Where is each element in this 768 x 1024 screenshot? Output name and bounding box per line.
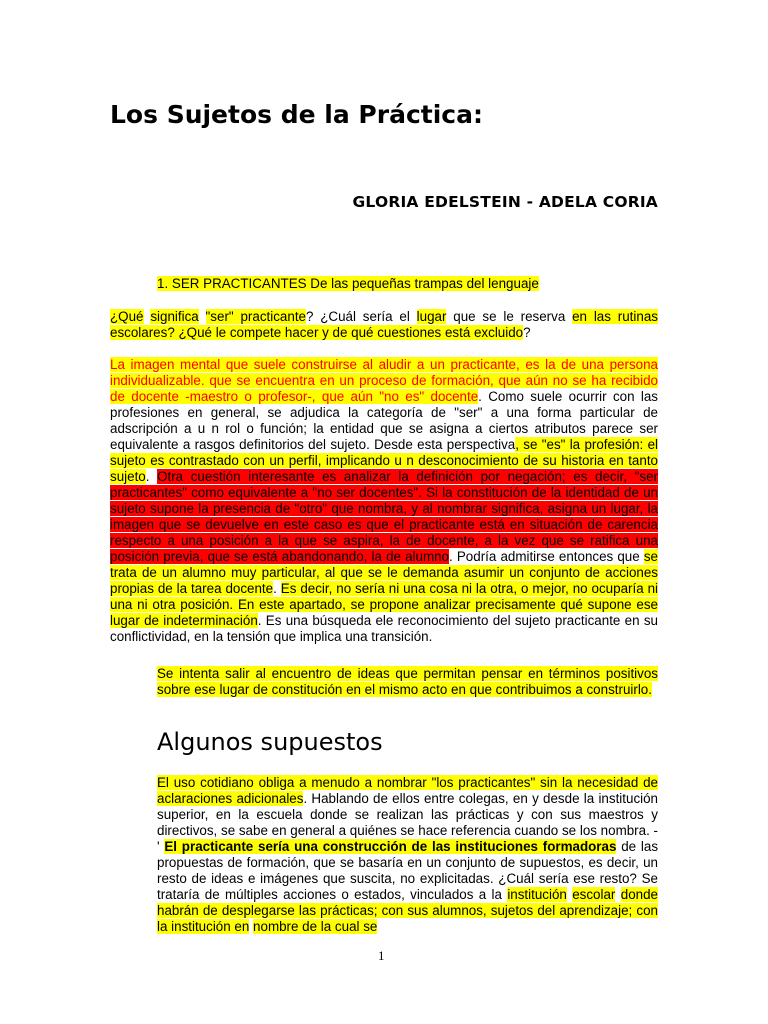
p4-i xyxy=(615,887,620,902)
p1-b: significa xyxy=(150,309,199,324)
p2-e: Otra cuestión interesante es analizar la definición por negación; es decir, "ser practicantes" como equivalente a "no ser docentes". Si la constitución de la identidad de un sujeto supone la presencia de "otro" que nombra, y al nombrar significa, asigna un lugar, la imagen que se devuelve en este caso es que el practicante está en situación de carencia respecto a una posición a la que se aspira, la de docente, a la vez que se ratifica una posición previa, que se está abandonando, la de alumno xyxy=(110,469,658,564)
p2-d: . xyxy=(145,469,158,484)
p1-c: "ser" practicante xyxy=(205,309,306,324)
p1-h: ? ¿Qué le compete hacer y de qué cuestiones está excluido xyxy=(167,325,524,340)
paragraph-questions xyxy=(110,309,658,341)
p4-h: escolar xyxy=(572,887,616,902)
document-title: Los Sujetos de la Práctica: xyxy=(110,100,483,129)
p4-d: de las propuestas de formación, que se basaría en un conjunto de supuestos, es decir, un resto de ideas e imágenes que suscita, no explicitadas xyxy=(157,839,659,886)
p2-h: , xyxy=(315,565,325,580)
p2-g: se trata de un alumno muy particular xyxy=(110,549,658,580)
p4-a: El uso cotidiano obliga a menudo a nombrar "los practicantes" sin la necesidad de aclaraciones adicionales xyxy=(157,775,658,806)
paragraph-uso-cotidiano xyxy=(157,775,658,935)
p2-k: Es decir, no sería ni una cosa ni la otra, o mejor, no ocuparía ni una ni otra posición. En este apartado, se propone analizar precisamente qué supone ese lugar de indeterminación xyxy=(110,581,658,628)
section-heading-text: 1. SER PRACTICANTES De las pequeñas trampas del lenguaje xyxy=(157,276,539,291)
paragraph-imagen-mental xyxy=(110,357,658,645)
p1-f: que se le reserva xyxy=(446,309,573,324)
p1-d: ? ¿Cuál sería el xyxy=(305,309,417,324)
p2-l: . Es una búsqueda ele reconocimiento del sujeto practicante en su conflictividad, en la tensión que implica una transición. xyxy=(110,613,658,644)
page-number: 1 xyxy=(378,948,385,963)
section-heading-ser-practicantes xyxy=(157,276,657,292)
p1-a: ¿Qué xyxy=(110,309,144,324)
p2-j: . xyxy=(273,581,281,596)
section-heading-supuestos: Algunos supuestos xyxy=(157,728,383,756)
p1-e: lugar xyxy=(416,309,447,324)
p1-g: en las rutinas escolares xyxy=(110,309,658,340)
p2-f: . Podría admitirse entonces que xyxy=(449,549,644,564)
p4-j: donde habrán de desplegarse las prácticas; con sus alumnos, sujetos del aprendizaje; con la institución en xyxy=(157,887,658,934)
p3-text: Se intenta salir al encuentro de ideas que permitan pensar en términos positivos sobre ese lugar de constitución en el mismo acto en que contribuimos a construirlo. xyxy=(157,666,658,697)
p2-b: . Como suele ocurrir con las profesiones en general, se adjudica la categoría de "ser" a una forma particular de adscripción a u n rol o función; la entidad que se asigna a ciertos atributos parece ser equivalente a rasgos definitorios del sujeto. Desde esta perspectiva xyxy=(110,389,659,452)
p2-i: al que se le demanda asumir un conjunto de acciones propias de la tarea docente xyxy=(110,565,658,596)
p4-f: institución xyxy=(507,887,567,902)
paragraph-intenta xyxy=(157,666,658,698)
p2-a: La imagen mental que suele construirse al aludir a un practicante, es la de una persona individualizable. que se encuentra en un proceso de formación, que aún no se ha recibido de docente -maestro o profesor-, que aún "no es" docente xyxy=(110,357,658,404)
authors-line: GLORIA EDELSTEIN - ADELA CORIA xyxy=(352,193,658,211)
p4-e: . ¿Cuál sería ese resto? Se trataría de múltiples acciones o estados, vinculados a la xyxy=(157,871,658,902)
p1-i: ? xyxy=(523,325,531,340)
p4-l: nombre de la cual se xyxy=(253,919,378,934)
p4-c: El practicante sería una construcción de las instituciones formadoras xyxy=(164,839,617,854)
p2-c: , se "es" la profesión: el sujeto es contrastado con un perfil, implicando u n desconocimiento de su historia en tanto sujeto xyxy=(110,437,658,484)
p4-b: . Hablando de ellos entre colegas, en y desde la institución superior, en la escuela donde se realizan las prácticas y con sus maestros y directivos, se sabe en general a quiénes se hace referencia cuando se los nombra. - ' xyxy=(157,791,659,854)
